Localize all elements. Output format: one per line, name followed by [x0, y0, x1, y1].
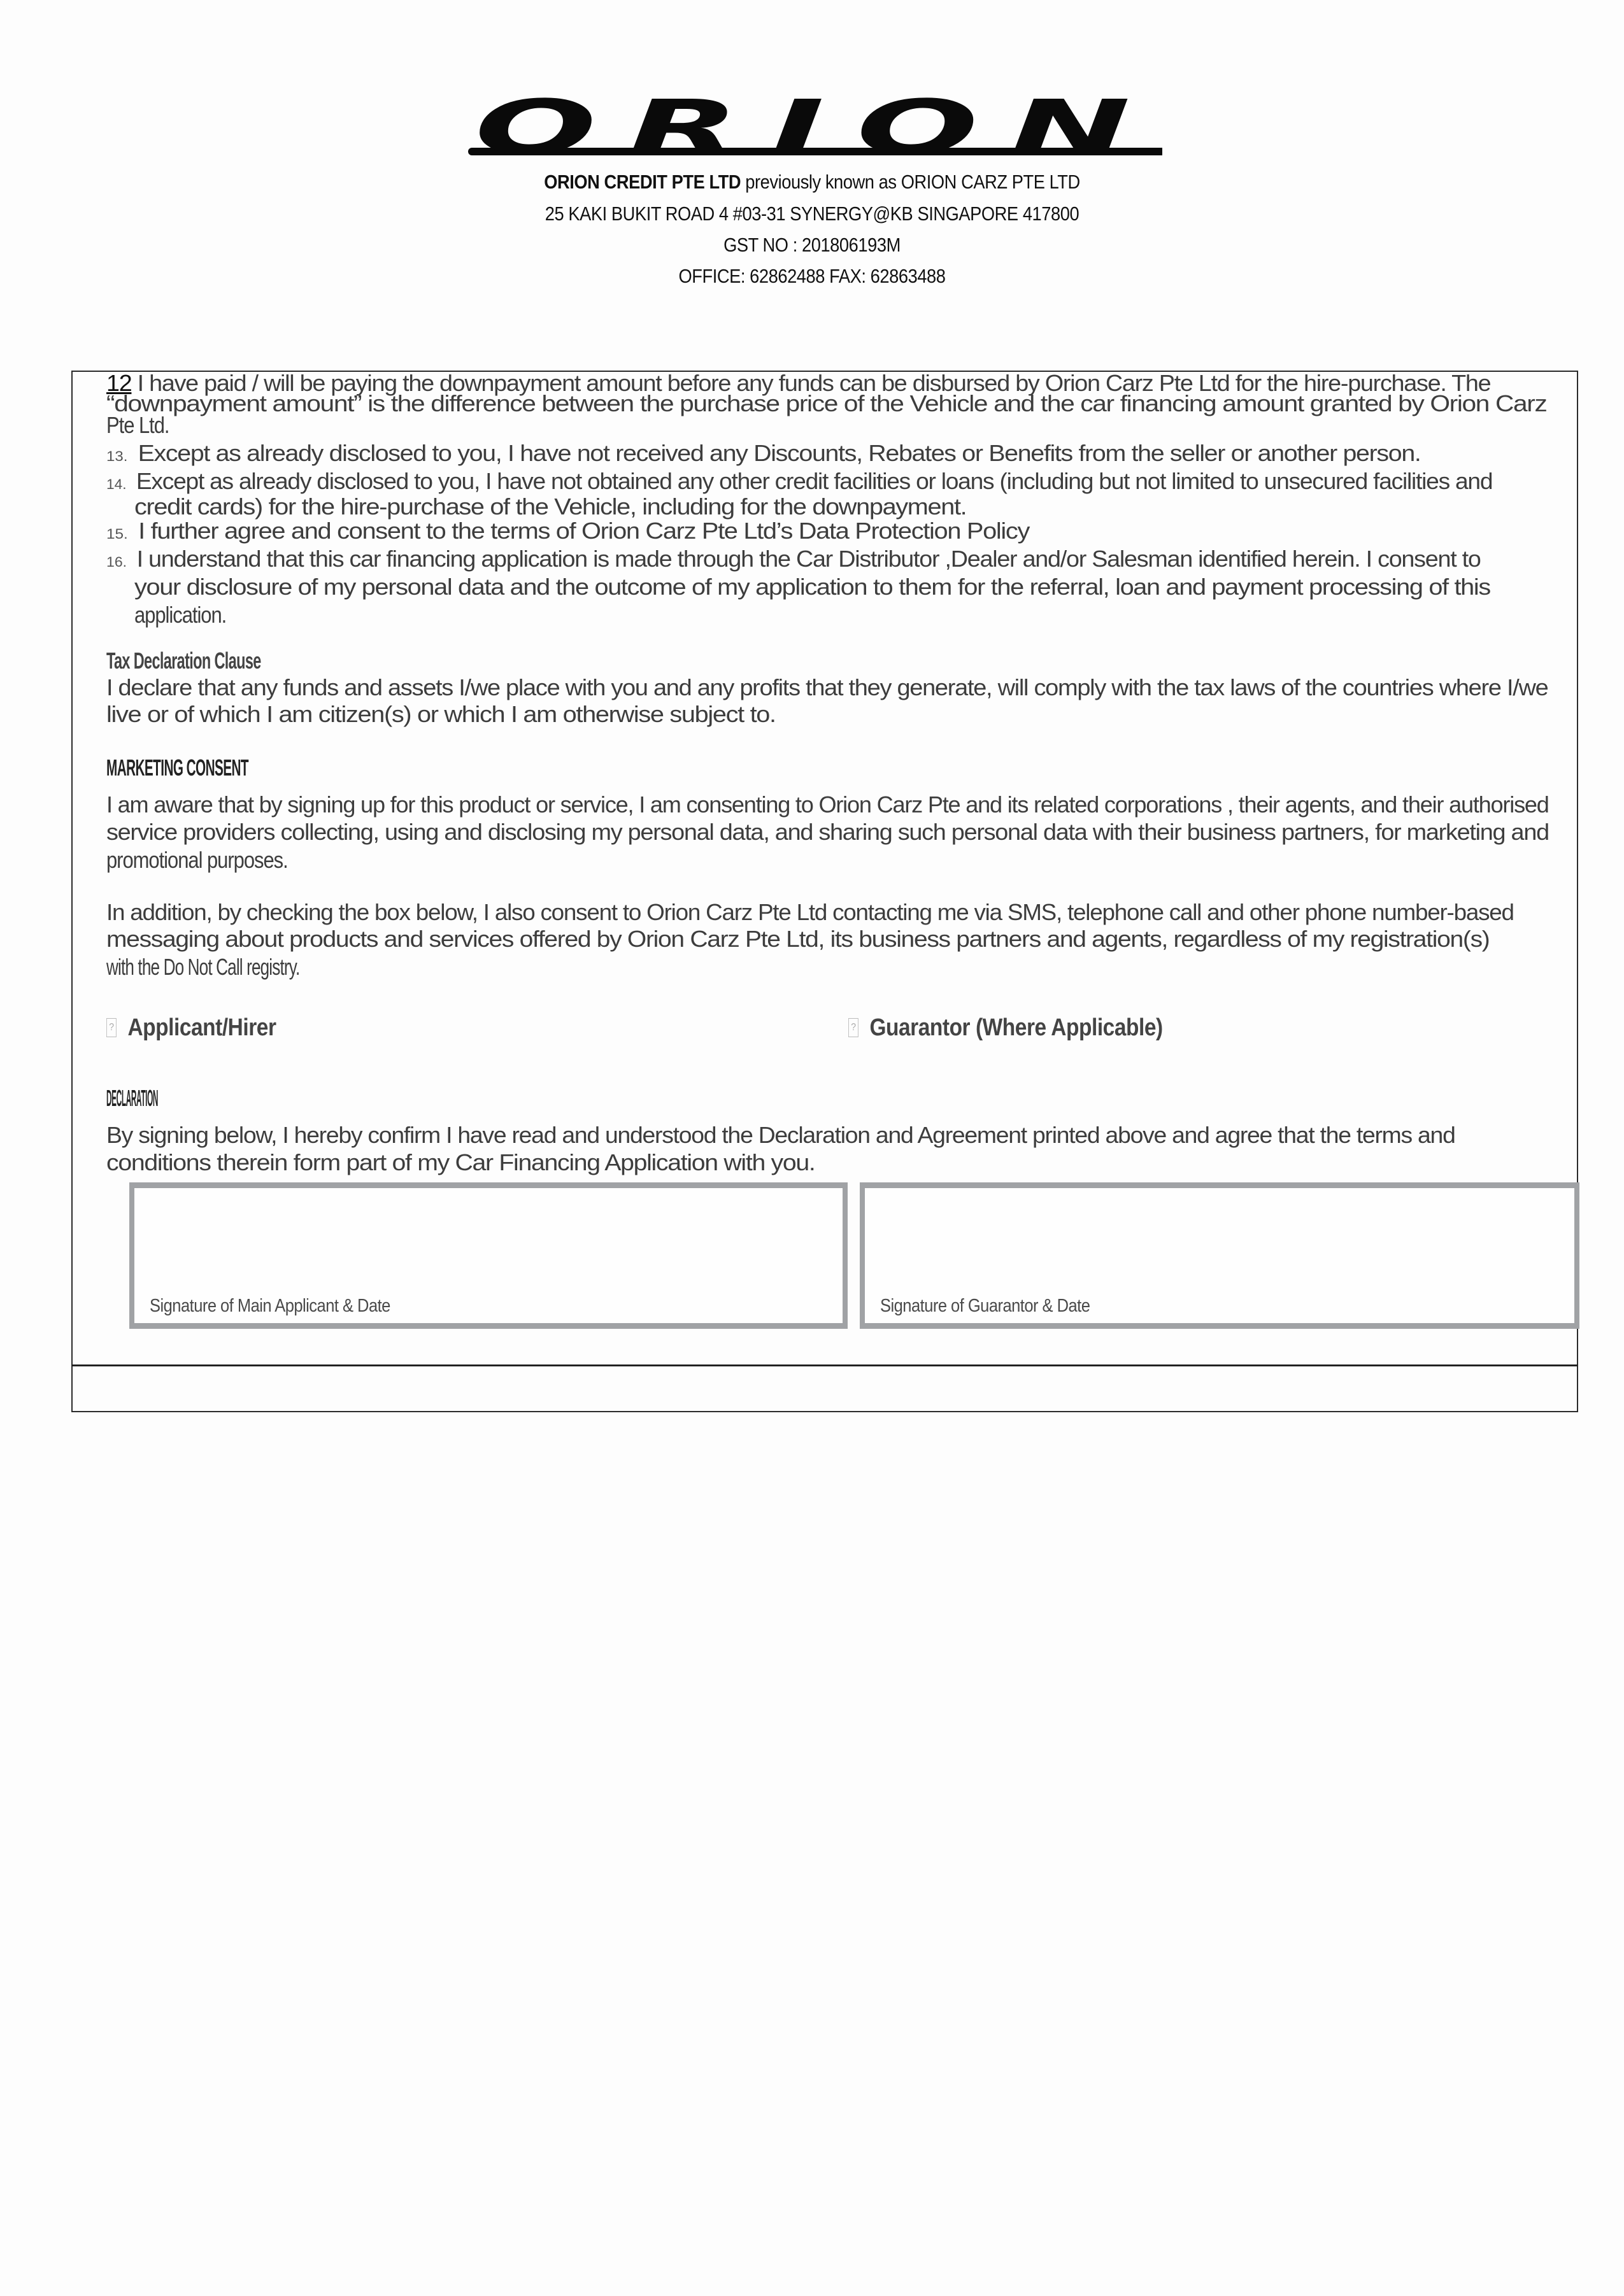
gst-number: GST NO : 201806193M — [723, 234, 901, 256]
orion-logo — [462, 83, 1175, 171]
clause-14-line-1: 14. Except as already disclosed to you, I have not obtained any other credit facilities or loans (including but not limited to unsecured facilities and — [106, 468, 1493, 494]
previously-known: previously known as ORION CARZ PTE LTD — [745, 171, 1080, 193]
checkbox-icon[interactable]: ? — [848, 1018, 858, 1037]
marketing-para1-line-2: service providers collecting, using and disclosing my personal data, and sharing such personal data with their business partners, for marketing and — [106, 819, 1549, 845]
tax-line-1: I declare that any funds and assets I/we place with you and any profits that they generate, will comply with the tax laws of the countries where I/we — [106, 674, 1548, 700]
company-name: ORION CREDIT PTE LTD — [544, 171, 741, 193]
clause-16-line-2: your disclosure of my personal data and the outcome of my application to them for the referral, loan and payment processing of this — [134, 574, 1490, 600]
guarantor-checkbox-label: Guarantor (Where Applicable) — [869, 1014, 1163, 1041]
guarantor-consent-checkbox[interactable] — [848, 1016, 1163, 1040]
marketing-para2-line-2: messaging about products and services offered by Orion Carz Pte Ltd, its business partners and agents, regardless of my registration(s) — [106, 926, 1490, 952]
applicant-checkbox-label: Applicant/Hirer — [127, 1014, 276, 1041]
clause-12-line-3: Pte Ltd. — [106, 412, 169, 438]
company-line — [97, 171, 1527, 194]
declaration-heading: DECLARATION — [106, 1085, 159, 1111]
applicant-signature-box[interactable] — [129, 1182, 848, 1329]
applicant-consent-checkbox[interactable] — [106, 1016, 276, 1040]
company-address: 25 KAKI BUKIT ROAD 4 #03-31 SYNERGY@KB SINGAPORE 417800 — [545, 202, 1079, 225]
clause-number: 12 — [106, 370, 132, 396]
clause-12-line-1: 12 I have paid / will be paying the downpayment amount before any funds can be disbursed by Orion Carz Pte Ltd for the hire-purchase. The — [106, 370, 1491, 396]
clause-14-line-2: credit cards) for the hire-purchase of the Vehicle, including for the downpayment. — [134, 493, 967, 520]
checkbox-icon[interactable]: ? — [106, 1018, 117, 1037]
clause-13: 13. Except as already disclosed to you, I have not received any Discounts, Rebates or Benefits from the seller or another person. — [106, 440, 1421, 466]
clause-15: 15. I further agree and consent to the terms of Orion Carz Pte Ltd’s Data Protection Policy — [106, 518, 1030, 544]
marketing-para1-line-1: I am aware that by signing up for this product or service, I am consenting to Orion Carz Pte and its related corporations , their agents, and their authorised — [106, 791, 1549, 818]
declaration-line-1: By signing below, I hereby confirm I have read and understood the Declaration and Agreement printed above and agree that the terms and — [106, 1122, 1455, 1148]
marketing-para2-line-1: In addition, by checking the box below, I also consent to Orion Carz Pte Ltd contacting me via SMS, telephone call and other phone number-based — [106, 899, 1514, 925]
marketing-heading: MARKETING CONSENT — [106, 755, 248, 781]
marketing-para1-line-3: promotional purposes. — [106, 847, 288, 873]
marketing-para2-line-3: with the Do Not Call registry. — [106, 954, 300, 980]
declaration-line-2: conditions therein form part of my Car Financing Application with you. — [106, 1149, 815, 1175]
tax-heading: Tax Declaration Clause — [106, 648, 261, 674]
clause-12-line-2: “downpayment amount” is the difference between the purchase price of the Vehicle and the car financing amount granted by Orion Carz — [106, 390, 1547, 416]
applicant-signature-label: Signature of Main Applicant & Date — [150, 1296, 390, 1316]
box-divider — [71, 1364, 1578, 1366]
guarantor-signature-box[interactable] — [860, 1182, 1579, 1329]
office-fax: OFFICE: 62862488 FAX: 62863488 — [678, 265, 946, 287]
guarantor-signature-label: Signature of Guarantor & Date — [880, 1296, 1090, 1316]
logo-wordmark: ORION — [474, 83, 1162, 171]
tax-line-2: live or of which I am citizen(s) or which I am otherwise subject to. — [106, 701, 776, 727]
clause-16-line-1: 16. I understand that this car financing application is made through the Car Distributor ,Dealer and/or Salesman identified herein. I consent to — [106, 546, 1481, 572]
clause-16-line-3: application. — [134, 602, 227, 628]
